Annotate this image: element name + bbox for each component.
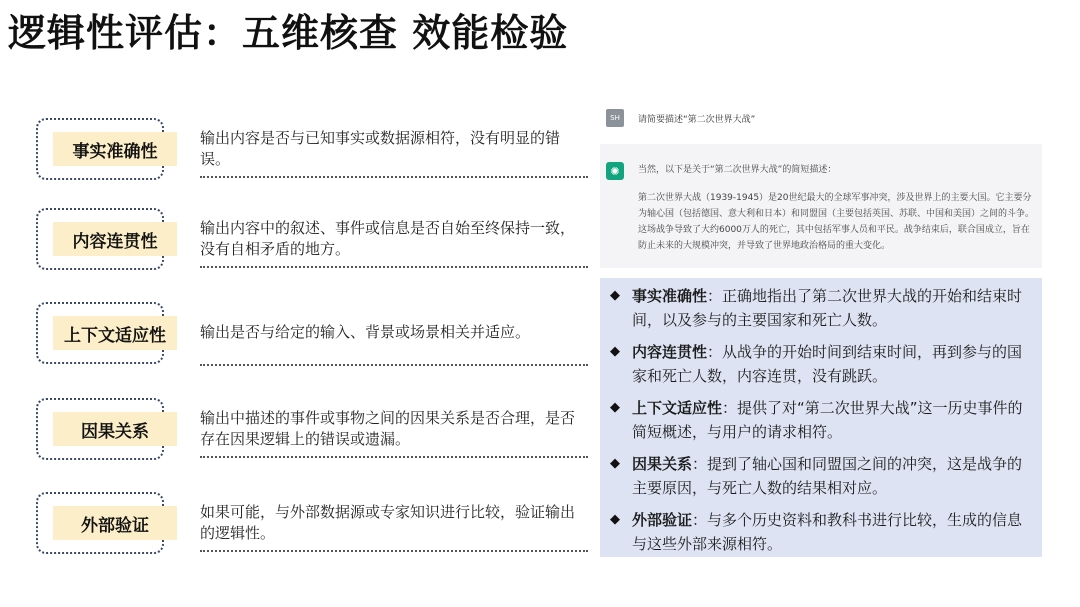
evaluation-key: 外部验证 <box>632 511 693 529</box>
divider <box>200 550 588 552</box>
criterion-row-2 <box>36 208 588 284</box>
user-message <box>600 100 1042 136</box>
criterion-row-5 <box>36 492 588 568</box>
divider <box>200 364 588 366</box>
evaluation-key: 上下文适应性 <box>632 399 723 417</box>
divider <box>200 176 588 178</box>
criterion-label: 外部验证 <box>53 506 177 540</box>
evaluation-panel <box>600 278 1042 557</box>
criterion-desc: 输出是否与给定的输入、背景或场景相关并适应。 <box>200 323 531 341</box>
criterion-label: 事实准确性 <box>53 132 177 166</box>
assistant-intro: 当然，以下是关于“第二次世界大战”的简短描述： <box>638 165 837 175</box>
diamond-bullet-icon: ◆ <box>610 344 620 359</box>
user-avatar: SH <box>606 109 624 127</box>
diamond-bullet-icon: ◆ <box>610 400 620 415</box>
chat-example <box>600 100 1042 275</box>
diamond-bullet-icon: ◆ <box>610 456 620 471</box>
diamond-bullet-icon: ◆ <box>610 288 620 303</box>
criterion-desc: 输出中描述的事件或事物之间的因果关系是否合理，是否存在因果逻辑上的错误或遗漏。 <box>200 409 576 448</box>
criterion-row-3 <box>36 302 588 378</box>
criterion-label: 内容连贯性 <box>53 222 177 256</box>
divider <box>200 456 588 458</box>
criterion-desc: 如果可能，与外部数据源或专家知识进行比较，验证输出的逻辑性。 <box>200 503 576 542</box>
evaluation-item <box>608 452 1034 500</box>
diamond-bullet-icon: ◆ <box>610 512 620 527</box>
evaluation-text: ：提供了对“第二次世界大战”这一历史事件的简短概述，与用户的请求相符。 <box>632 399 1023 441</box>
criterion-label: 因果关系 <box>53 412 177 446</box>
evaluation-key: 内容连贯性 <box>632 343 708 361</box>
divider <box>200 266 588 268</box>
criterion-desc: 输出内容是否与已知事实或数据源相符，没有明显的错误。 <box>200 129 561 168</box>
criterion-desc: 输出内容中的叙述、事件或信息是否自始至终保持一致，没有自相矛盾的地方。 <box>200 219 576 258</box>
evaluation-text: ：提到了轴心国和同盟国之间的冲突，这是战争的主要原因，与死亡人数的结果相对应。 <box>632 455 1023 497</box>
page-title: 逻辑性评估：五维核查 效能检验 <box>8 11 569 55</box>
evaluation-key: 事实准确性 <box>632 287 708 305</box>
evaluation-item <box>608 340 1034 388</box>
evaluation-item <box>608 508 1034 556</box>
evaluation-text: ：从战争的开始时间到结束时间，再到参与的国家和死亡人数，内容连贯，没有跳跃。 <box>632 343 1023 385</box>
openai-icon: ✺ <box>606 162 624 180</box>
assistant-message <box>600 144 1042 268</box>
user-prompt: 请简要描述“第二次世界大战” <box>638 114 756 125</box>
evaluation-text: ：正确地指出了第二次世界大战的开始和结束时间，以及参与的主要国家和死亡人数。 <box>632 287 1023 329</box>
criterion-label: 上下文适应性 <box>53 316 177 350</box>
evaluation-text: ：与多个历史资料和教科书进行比较，生成的信息与这些外部来源相符。 <box>632 511 1023 553</box>
criterion-row-4 <box>36 398 588 474</box>
assistant-body: 第二次世界大战（1939-1945）是20世纪最大的全球军事冲突，涉及世界上的主要大国。它主要分为轴心国（包括德国、意大利和日本）和同盟国（主要包括英国、苏联、中国和美国）之间的斗争。这场战争导致了大约6000万人的死亡，其中包括军事人员和平民。战争结束后，联合国成立，旨在防止未来的大规模冲突，并导致了世界地政治格局的重大变化。 <box>638 193 1035 251</box>
evaluation-item <box>608 396 1034 444</box>
evaluation-key: 因果关系 <box>632 455 693 473</box>
criterion-row-1 <box>36 118 588 194</box>
evaluation-item <box>608 284 1034 332</box>
